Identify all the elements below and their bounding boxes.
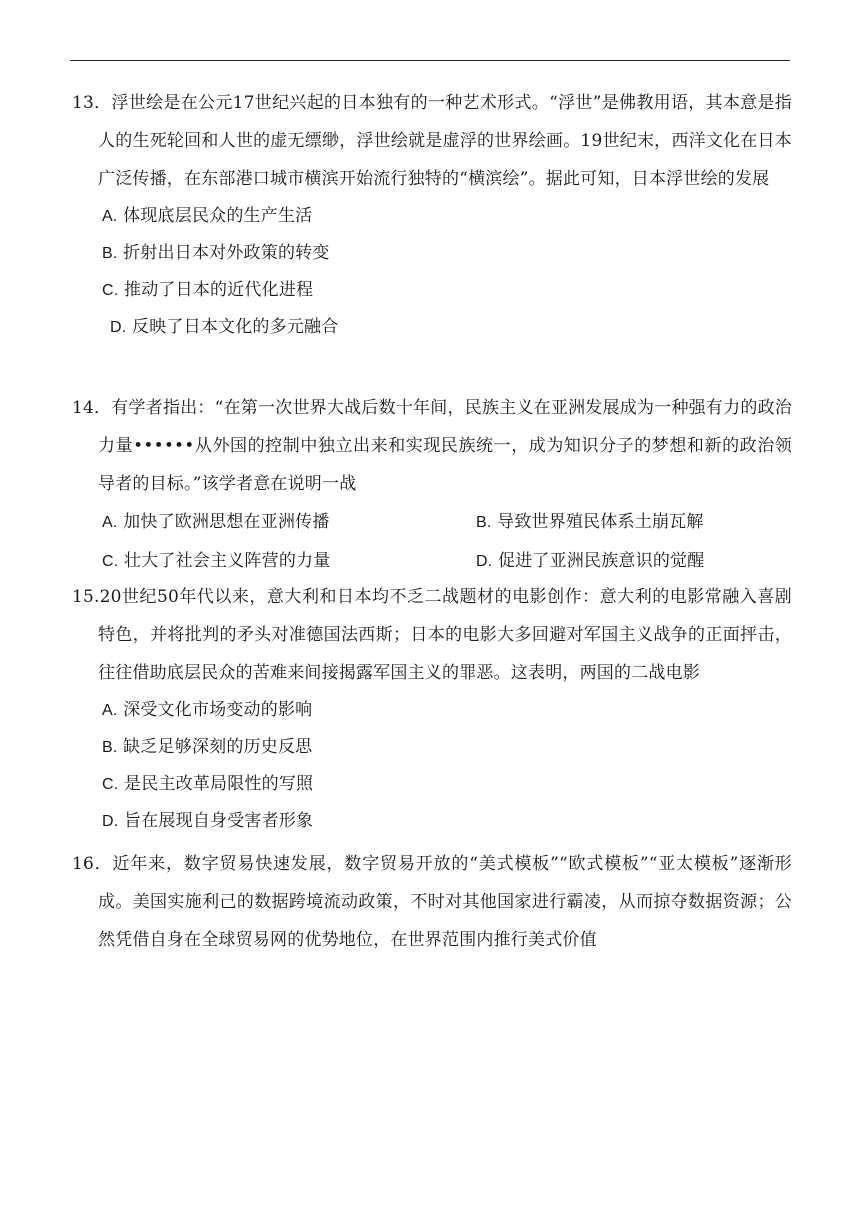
question-number: 16． — [72, 854, 113, 874]
option-text: 缺乏足够深刻的历史反思 — [123, 737, 313, 757]
option-text: 体现底层民众的生产生活 — [123, 206, 313, 226]
option-d[interactable] — [72, 803, 792, 840]
option-c[interactable] — [72, 272, 792, 309]
option-a[interactable] — [72, 198, 792, 235]
option-letter: C. — [102, 776, 119, 793]
option-b[interactable] — [448, 503, 788, 542]
question-number: 15. — [72, 587, 100, 607]
question-stem — [72, 84, 792, 198]
question-text: 浮世绘是在公元17世纪兴起的日本独有的一种艺术形式。“浮世”是佛教用语，其本意是指人的生死轮回和人世的虚无缥缈，浮世绘就是虚浮的世界绘画。19世纪末，西洋文化在日本广泛传播，在东部港口城市横滨开始流行独特的“横滨绘”。据此可知，日本浮世绘的发展 — [98, 93, 793, 189]
option-letter: A. — [102, 514, 118, 531]
question-stem — [72, 845, 792, 959]
option-d[interactable] — [72, 309, 792, 346]
option-text: 旨在展现自身受害者形象 — [124, 811, 314, 831]
options-list — [72, 503, 792, 581]
option-b[interactable] — [72, 235, 792, 272]
option-letter: B. — [102, 739, 118, 756]
option-letter: D. — [110, 319, 127, 336]
option-letter: A. — [102, 208, 118, 225]
option-d[interactable] — [448, 542, 788, 581]
option-letter: C. — [102, 553, 119, 570]
option-text: 促进了亚洲民族意识的觉醒 — [498, 551, 705, 571]
option-text: 加快了欧洲思想在亚洲传播 — [123, 512, 330, 532]
question-stem — [72, 389, 792, 503]
option-c[interactable] — [72, 542, 448, 581]
option-text: 导致世界殖民体系土崩瓦解 — [497, 512, 704, 532]
option-a[interactable] — [72, 692, 792, 729]
question-text: 20世纪50年代以来，意大利和日本均不乏二战题材的电影创作：意大利的电影常融入喜剧特色，并将批判的矛头对准德国法西斯；日本的电影大多回避对军国主义战争的正面抨击，往往借助底层民众的苦难来间接揭露军国主义的罪恶。这表明，两国的二战电影 — [98, 587, 792, 683]
question-14 — [72, 389, 792, 581]
question-text: 近年来，数字贸易快速发展，数字贸易开放的“美式模板”“欧式模板”“亚太模板”逐渐形成。美国实施利己的数据跨境流动政策，不时对其他国家进行霸凌，从而掠夺数据资源；公然凭借自身在全球贸易网的优势地位，在世界范围内推行美式价值 — [98, 854, 792, 950]
option-c[interactable] — [72, 766, 792, 803]
question-number: 14． — [72, 398, 112, 418]
question-16 — [72, 845, 792, 959]
option-letter: B. — [476, 514, 492, 531]
option-a[interactable] — [72, 503, 448, 542]
option-b[interactable] — [72, 729, 792, 766]
option-text: 反映了日本文化的多元融合 — [132, 317, 339, 337]
option-text: 壮大了社会主义阵营的力量 — [124, 551, 331, 571]
question-text: 有学者指出：“在第一次世界大战后数十年间，民族主义在亚洲发展成为一种强有力的政治力量••••••从外国的控制中独立出来和实现民族统一，成为知识分子的梦想和新的政治领导者的目标。”该学者意在说明一战 — [98, 398, 792, 494]
option-text: 深受文化市场变动的影响 — [123, 700, 313, 720]
question-15 — [72, 578, 792, 840]
option-letter: A. — [102, 702, 118, 719]
option-letter: B. — [102, 245, 118, 262]
options-list — [72, 198, 792, 346]
header-rule — [70, 60, 790, 61]
option-letter: D. — [102, 813, 119, 830]
option-letter: C. — [102, 282, 119, 299]
option-text: 是民主改革局限性的写照 — [124, 774, 314, 794]
question-number: 13． — [72, 93, 112, 113]
option-letter: D. — [476, 553, 493, 570]
options-list — [72, 692, 792, 840]
option-text: 推动了日本的近代化进程 — [124, 280, 314, 300]
option-text: 折射出日本对外政策的转变 — [123, 243, 330, 263]
question-13 — [72, 84, 792, 346]
question-stem — [72, 578, 792, 692]
